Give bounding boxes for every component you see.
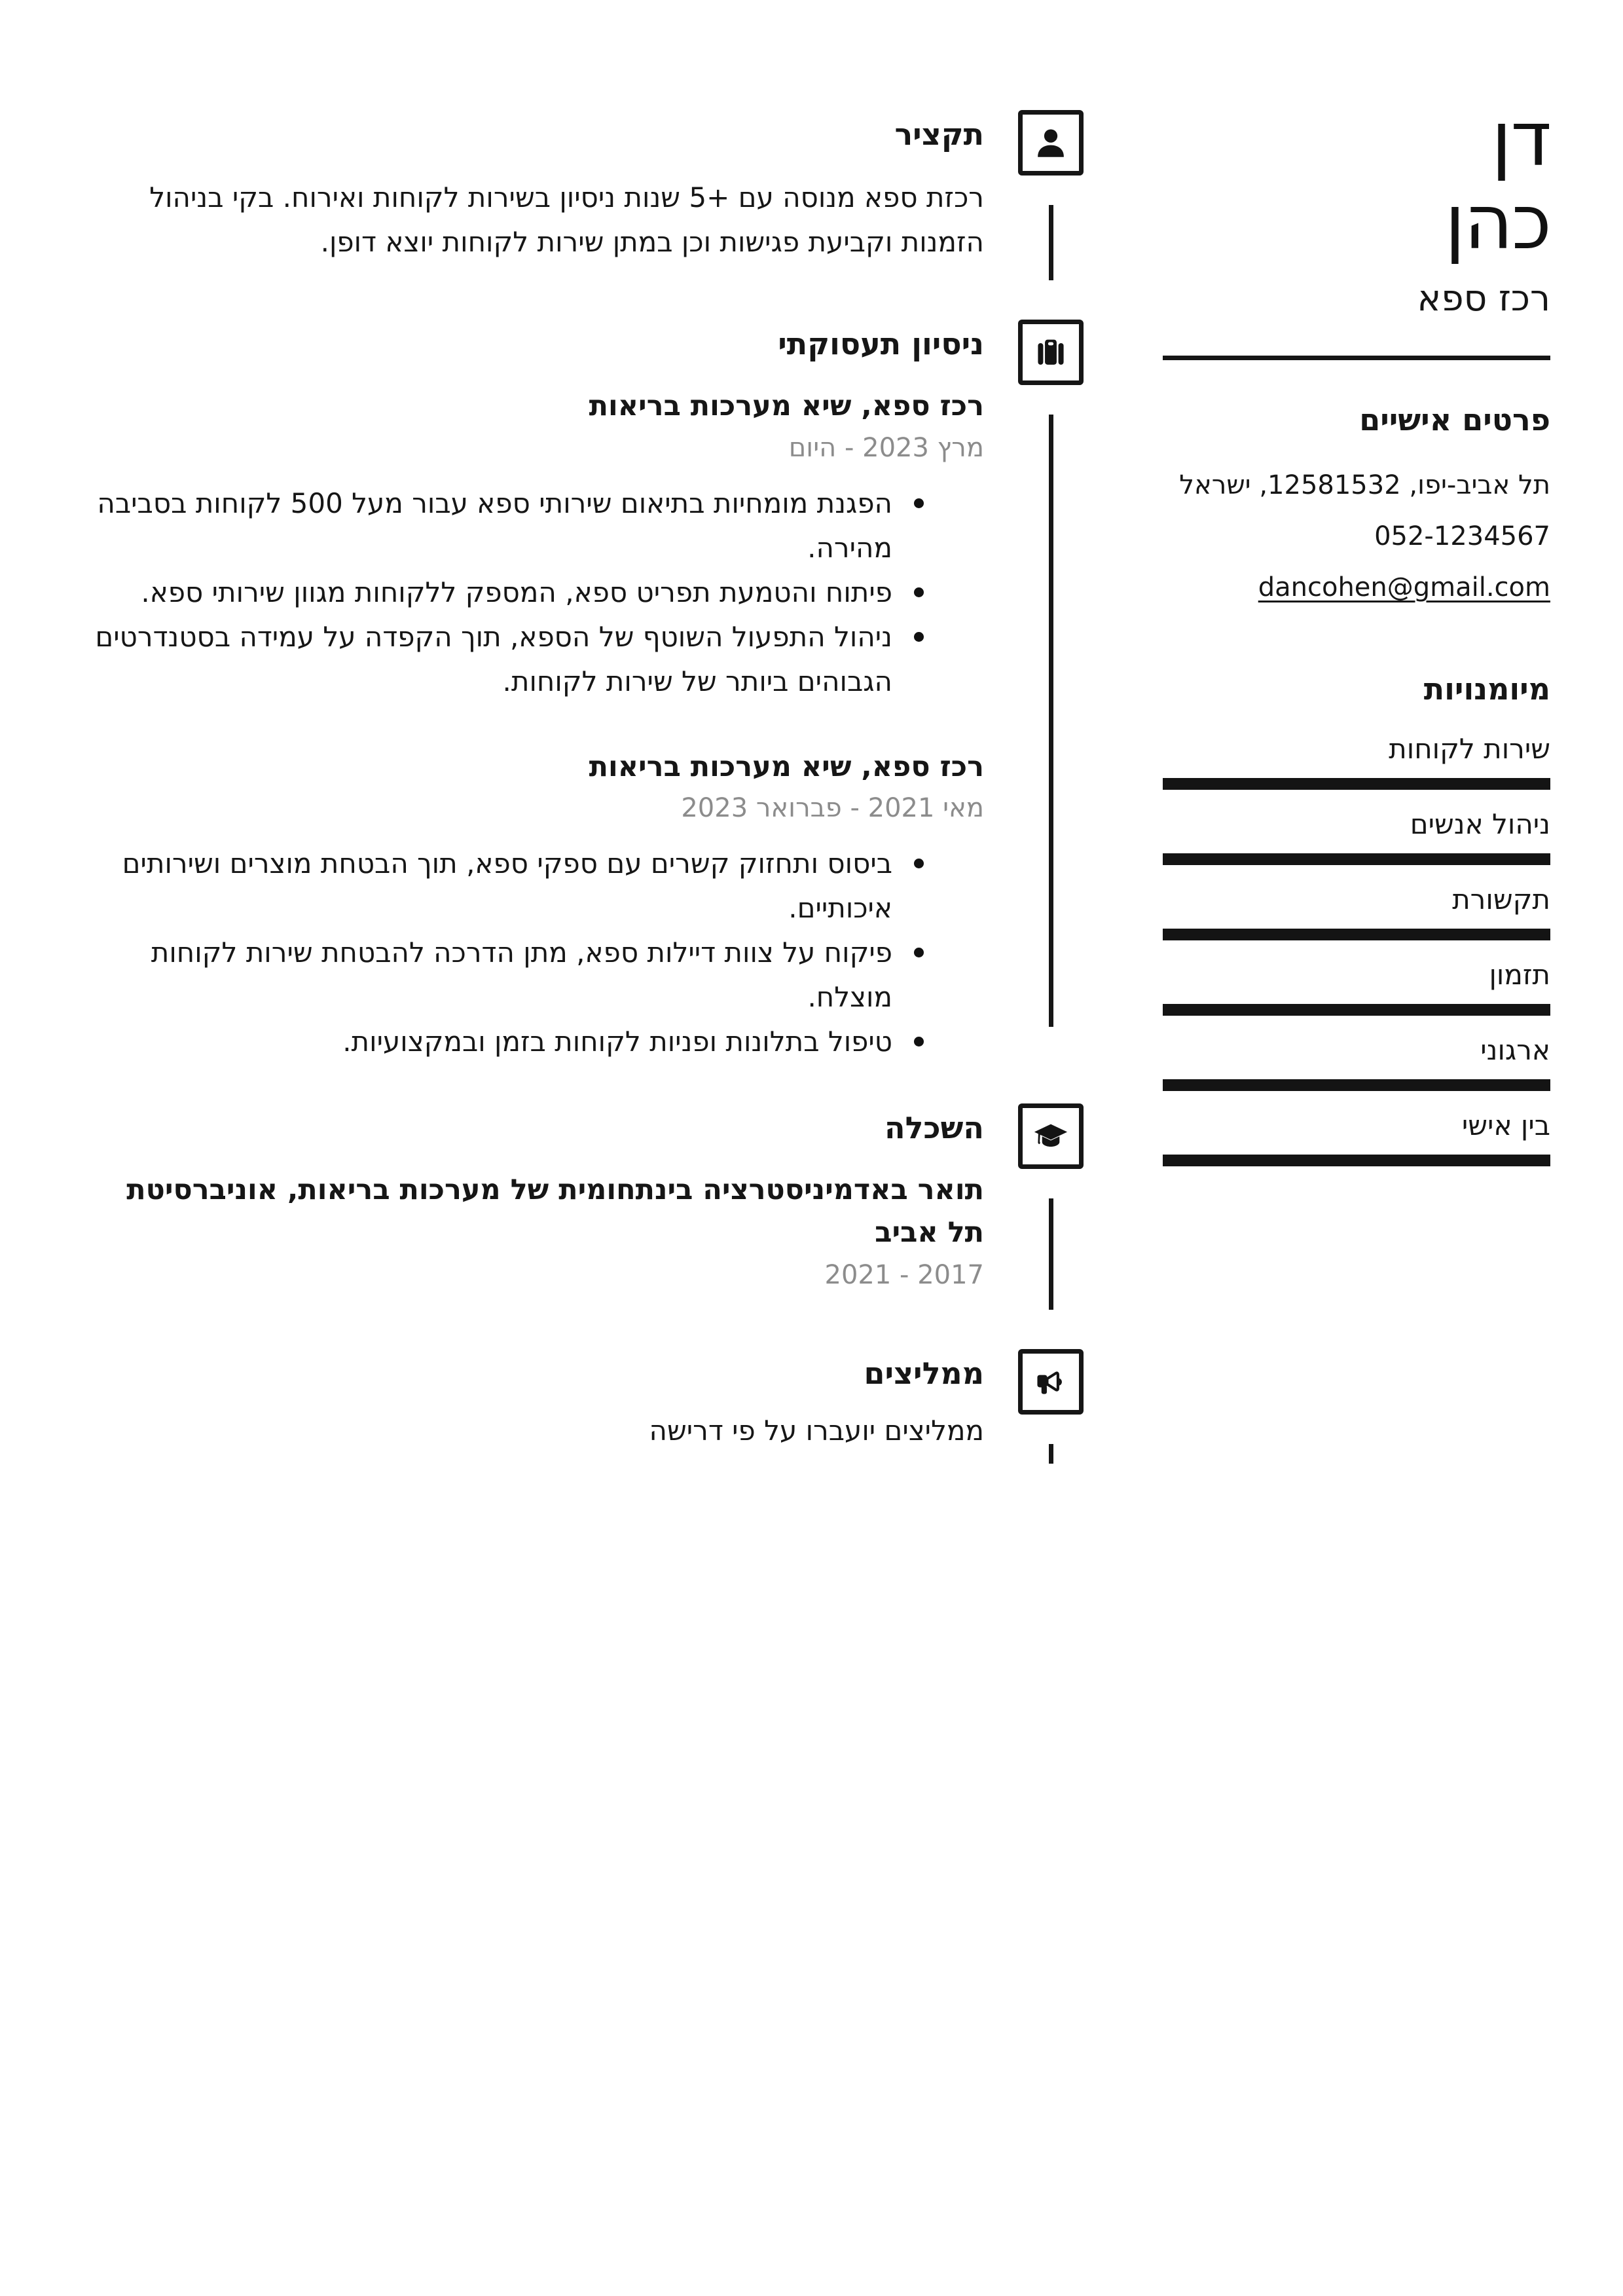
skill-bar: [1163, 778, 1550, 790]
sidebar-divider: [1163, 356, 1550, 360]
timeline-line: [1049, 205, 1053, 280]
job-dates: מאי 2021 - פברואר 2023: [681, 793, 984, 824]
references-icon-column: [1018, 1349, 1084, 1464]
skill-bar-fill: [1163, 1079, 1550, 1091]
skill-bar-fill: [1163, 853, 1550, 865]
sidebar: [1163, 98, 1550, 1185]
summary-title: תקציר: [894, 117, 984, 152]
education-icon-column: [1018, 1103, 1084, 1310]
personal-details-title: פרטים אישיים: [1359, 402, 1550, 437]
skill-label: תזמון: [1489, 959, 1550, 991]
timeline-line: [1049, 415, 1053, 1027]
skill-label: שירות לקוחות: [1389, 733, 1550, 765]
megaphone-icon: [1018, 1349, 1084, 1415]
skill-item: [1163, 733, 1550, 790]
summary-content: [92, 110, 984, 280]
skill-label: תקשורת: [1452, 883, 1550, 916]
skill-item: [1163, 808, 1550, 865]
skill-item: [1163, 1109, 1550, 1166]
address-line: תל אביב-יפו, 12581532, ישראל: [1179, 470, 1550, 500]
contact-block: [1163, 470, 1550, 602]
job-bullet: הפגנת מומחיות בתיאום שירותי ספא עבור מעל 500 לקוחות בסביבה מהירה.: [92, 481, 984, 570]
summary-text: רכזת ספא מנוסה עם +5 שנות ניסיון בשירות לקוחות ואירוח. בקי בניהול הזמנות וקביעת פגישות וכן במתן שירות לקוחות יוצא דופן.: [149, 181, 984, 259]
skill-bar: [1163, 1155, 1550, 1166]
skill-item: [1163, 883, 1550, 940]
first-name: דן: [1491, 96, 1550, 183]
skill-bar: [1163, 1004, 1550, 1016]
education-title: השכלה: [884, 1110, 984, 1146]
section-references: [92, 1349, 1084, 1464]
summary-icon-column: [1018, 110, 1084, 280]
section-experience: [92, 320, 1084, 1064]
skill-bar-fill: [1163, 1155, 1550, 1166]
job-bullet-list: [92, 481, 984, 704]
references-title: ממליצים: [864, 1356, 984, 1392]
job-entry: [92, 385, 984, 704]
job-bullet: פיתוח והטמעת תפריט ספא, המספק ללקוחות מגוון שירותי ספא.: [92, 570, 984, 615]
skill-item: [1163, 1034, 1550, 1091]
references-text: ממליצים יועברו על פי דרישה: [649, 1415, 984, 1447]
main-column: [92, 110, 1084, 1503]
skill-bar-fill: [1163, 778, 1550, 790]
references-content: [92, 1349, 984, 1464]
job-bullet: ניהול התפעול השוטף של הספא, תוך הקפדה על עמידה בסטנדרטים הגבוהים ביותר של שירות לקוחות.: [92, 615, 984, 704]
phone-line: 052-1234567: [1374, 521, 1550, 551]
section-summary: [92, 110, 1084, 280]
section-education: [92, 1103, 1084, 1310]
job-title: רכז ספא, שיא מערכות בריאות: [589, 750, 984, 783]
candidate-name: [1163, 96, 1550, 267]
timeline-line: [1049, 1444, 1053, 1464]
email-line: [1163, 572, 1550, 602]
last-name: כהן: [1444, 178, 1550, 267]
skills-title: מיומנויות: [1423, 671, 1550, 707]
job-bullet: ביסוס ותחזוק קשרים עם ספקי ספא, תוך הבטחת מוצרים ושירותים איכותיים.: [92, 842, 984, 931]
briefcase-icon: [1018, 320, 1084, 385]
education-dates: 2017 - 2021: [824, 1260, 984, 1291]
experience-title: ניסיון תעסוקתי: [778, 326, 984, 361]
job-title: רכז ספא, שיא מערכות בריאות: [589, 390, 984, 422]
timeline-line: [1049, 1198, 1053, 1310]
experience-content: [92, 320, 984, 1064]
job-bullet: טיפול בתלונות ופניות לקוחות בזמן ובמקצועיות.: [92, 1020, 984, 1064]
skill-item: [1163, 959, 1550, 1016]
email-link[interactable]: dancohen@gmail.com: [1258, 572, 1550, 602]
skill-bar: [1163, 1079, 1550, 1091]
degree-title: תואר באדמיניסטרציה בינתחומית של מערכות בריאות, אוניברסיטת תל אביב: [126, 1174, 984, 1249]
skill-bar-fill: [1163, 1004, 1550, 1016]
skill-label: ניהול אנשים: [1410, 808, 1550, 840]
candidate-job-title: רכז ספא: [1417, 277, 1550, 319]
job-entry: [92, 746, 984, 1065]
skill-label: בין אישי: [1461, 1109, 1550, 1141]
job-dates: מרץ 2023 - היום: [788, 432, 984, 463]
skills-list: [1163, 733, 1550, 1166]
education-content: [92, 1103, 984, 1310]
person-icon: [1018, 110, 1084, 176]
skill-bar-fill: [1163, 929, 1550, 940]
skill-bar: [1163, 929, 1550, 940]
experience-icon-column: [1018, 320, 1084, 1064]
skill-label: ארגוני: [1480, 1034, 1550, 1066]
skill-bar: [1163, 853, 1550, 865]
job-bullet: פיקוח על צוות דיילות ספא, מתן הדרכה להבטחת שירות לקוחות מוצלח.: [92, 931, 984, 1020]
job-bullet-list: [92, 842, 984, 1064]
graduation-cap-icon: [1018, 1103, 1084, 1169]
